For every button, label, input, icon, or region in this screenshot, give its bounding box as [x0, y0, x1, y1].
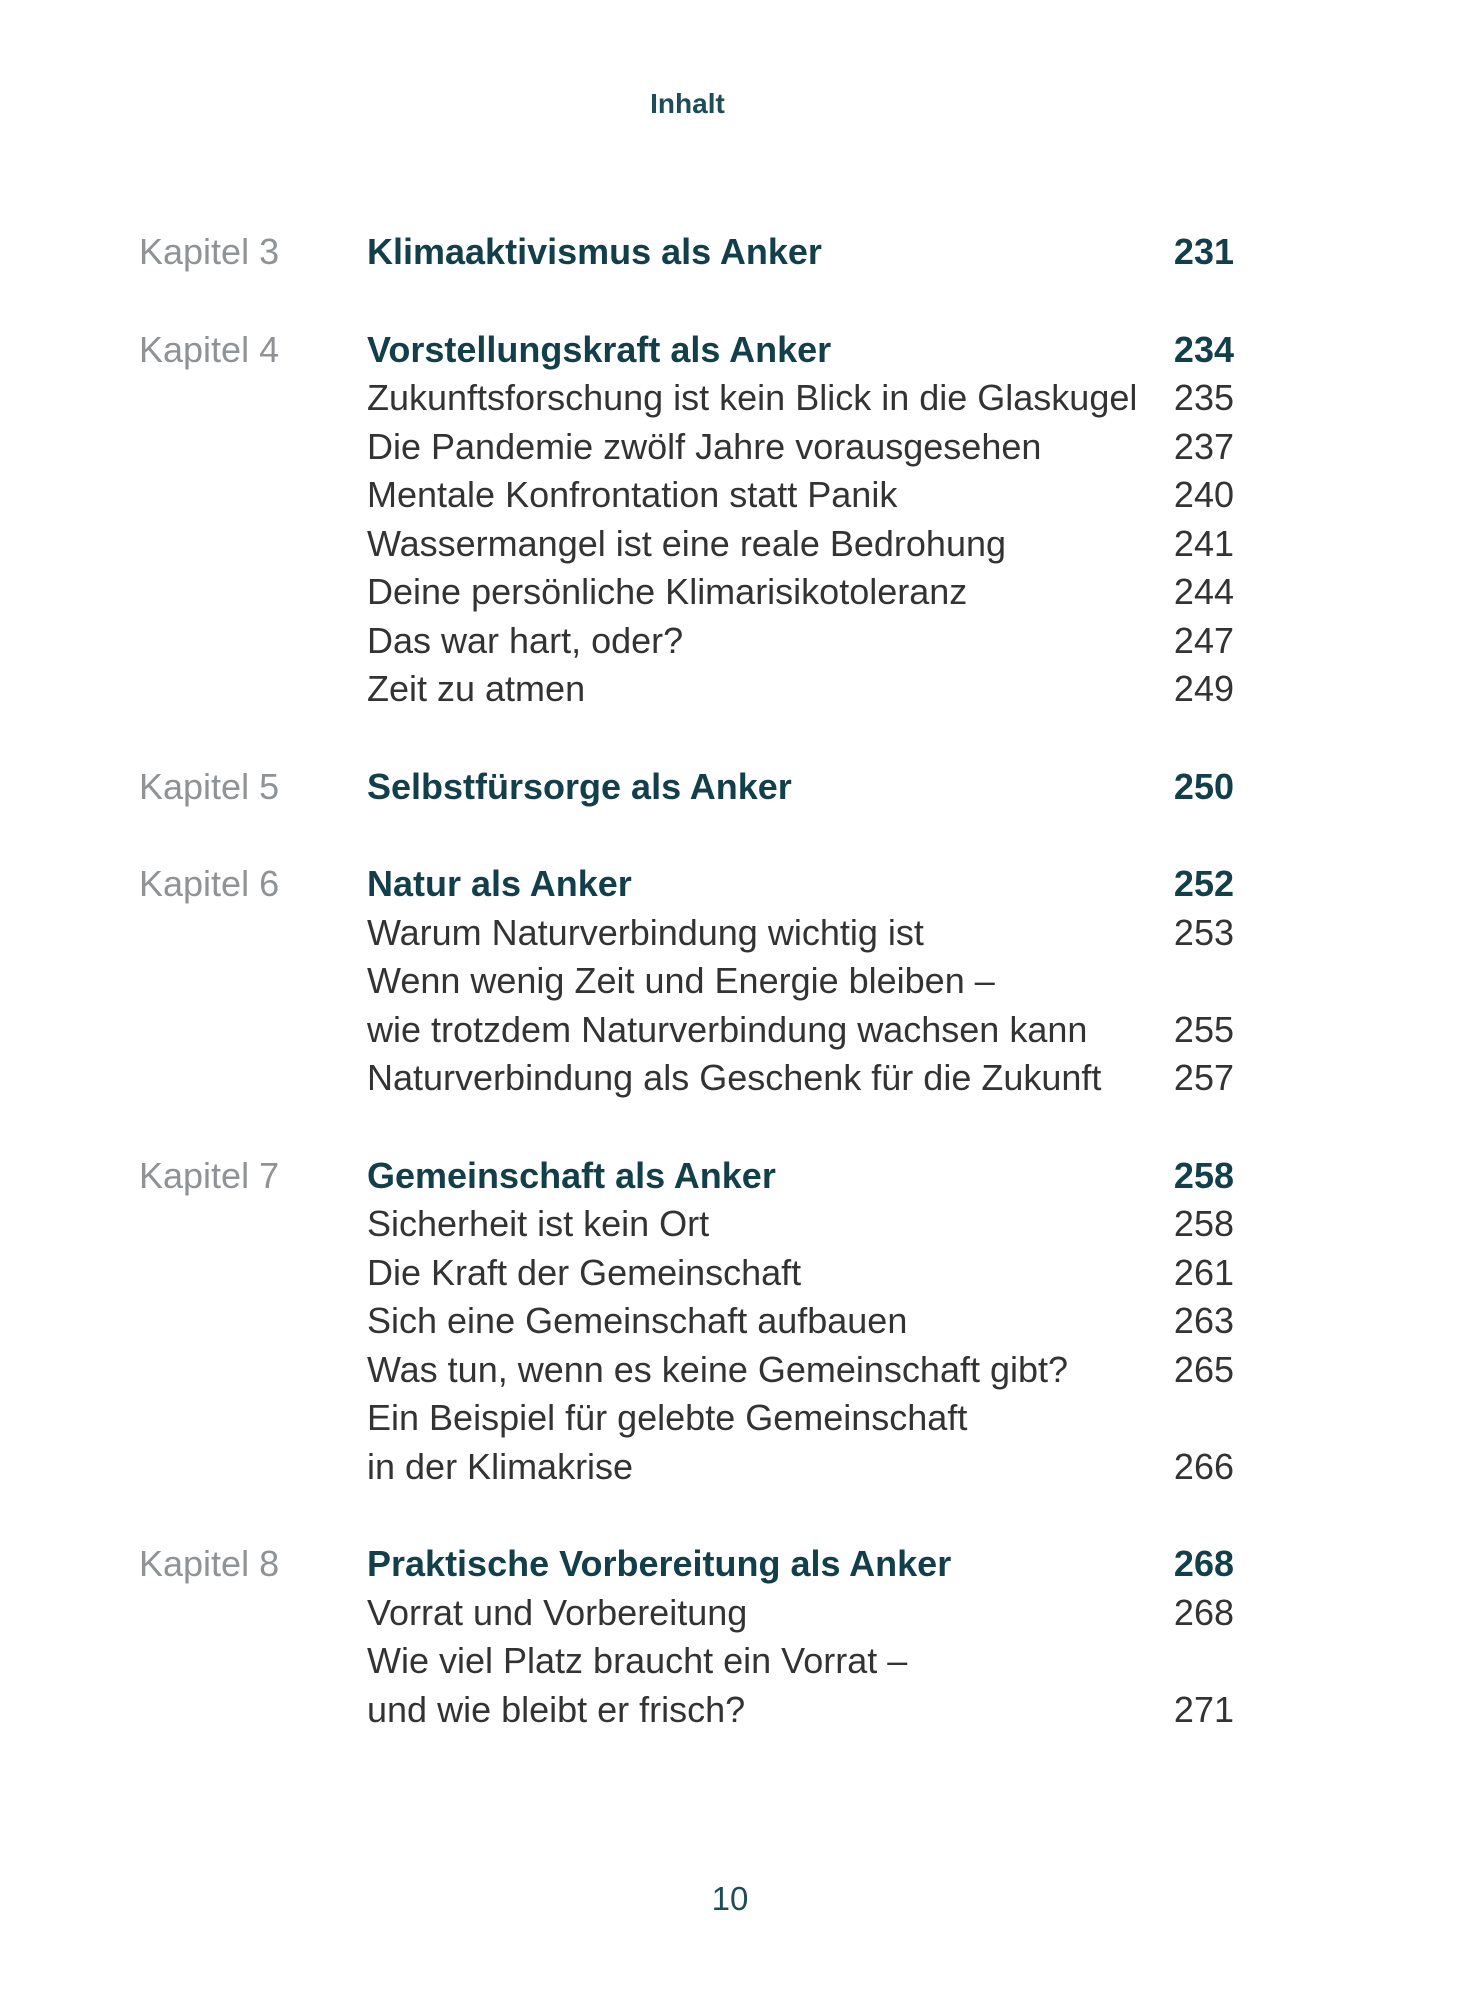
toc-chapter — [0, 1540, 1470, 1734]
section-entry-row — [0, 1054, 1470, 1103]
section-entry-row — [0, 520, 1470, 569]
chapter-page-number: 250 — [1173, 765, 1234, 807]
section-title: Wenn wenig Zeit und Energie bleiben – — [367, 960, 995, 1001]
section-title: Die Pandemie zwölf Jahre vorausgesehen — [367, 425, 1042, 467]
page-header: Inhalt — [650, 88, 725, 119]
chapter-title: Gemeinschaft als Anker — [367, 1154, 776, 1196]
section-title: wie trotzdem Naturverbindung wachsen kann — [367, 1008, 1088, 1050]
section-page-number: 258 — [1173, 1203, 1234, 1244]
chapter-heading-row — [0, 763, 1470, 812]
chapter-heading-row — [0, 228, 1470, 277]
section-title: Warum Naturverbindung wichtig ist — [367, 911, 924, 953]
chapter-heading-row — [0, 1152, 1470, 1201]
section-title: Ein Beispiel für gelebte Gemeinschaft — [367, 1397, 968, 1438]
chapter-heading-row — [0, 1540, 1470, 1589]
section-title: Das war hart, oder? — [367, 619, 684, 661]
page-number: 10 — [711, 1880, 749, 1917]
section-title: Mentale Konfrontation statt Panik — [367, 474, 898, 515]
section-entry-row — [0, 1006, 1470, 1055]
section-title: Deine persönliche Klimarisikotoleranz — [367, 571, 968, 612]
section-entry-row — [0, 665, 1470, 714]
chapter-label: Kapitel 8 — [139, 1543, 280, 1584]
section-page-number: 261 — [1173, 1251, 1234, 1293]
section-title: in der Klimakrise — [367, 1445, 634, 1487]
chapter-page-number: 252 — [1173, 863, 1234, 904]
section-entry-row — [0, 568, 1470, 617]
chapter-page-number: 268 — [1173, 1543, 1234, 1584]
section-entry-row — [0, 1637, 1470, 1686]
section-page-number: 249 — [1173, 668, 1234, 709]
chapter-page-number: 231 — [1173, 231, 1234, 272]
section-title: Die Kraft der Gemeinschaft — [367, 1251, 802, 1293]
chapter-label: Kapitel 4 — [139, 328, 280, 370]
section-page-number: 241 — [1173, 522, 1234, 564]
section-title: und wie bleibt er frisch? — [367, 1688, 746, 1730]
section-entry-row — [0, 1297, 1470, 1346]
chapter-page-number: 258 — [1173, 1154, 1234, 1196]
chapter-title: Natur als Anker — [367, 863, 632, 904]
section-title: Wie viel Platz braucht ein Vorrat – — [367, 1640, 908, 1681]
section-entry-row — [0, 1394, 1470, 1443]
section-entry-row — [0, 374, 1470, 423]
section-entry-row — [0, 1443, 1470, 1492]
section-entry-row — [0, 1686, 1470, 1735]
section-page-number: 257 — [1173, 1057, 1234, 1098]
section-entry-row — [0, 909, 1470, 958]
section-entry-row — [0, 1589, 1470, 1638]
section-title: Zeit zu atmen — [367, 668, 586, 709]
section-page-number: 266 — [1173, 1445, 1234, 1487]
section-entry-row — [0, 1346, 1470, 1395]
chapter-label: Kapitel 6 — [139, 863, 280, 904]
section-title: Naturverbindung als Geschenk für die Zukunft — [367, 1057, 1102, 1098]
section-title: Wassermangel ist eine reale Bedrohung — [367, 522, 1007, 564]
chapter-heading-row — [0, 326, 1470, 375]
section-title: Zukunftsforschung ist kein Blick in die Glaskugel — [367, 377, 1138, 418]
chapter-label: Kapitel 7 — [139, 1154, 280, 1196]
toc-chapter — [0, 763, 1470, 812]
section-page-number: 268 — [1173, 1591, 1234, 1633]
section-page-number: 247 — [1173, 619, 1234, 661]
section-page-number: 240 — [1173, 474, 1234, 515]
section-page-number: 265 — [1173, 1348, 1234, 1390]
toc-chapter — [0, 228, 1470, 277]
chapter-title: Selbstfürsorge als Anker — [367, 765, 792, 807]
section-page-number: 263 — [1173, 1300, 1234, 1341]
section-entry-row — [0, 1200, 1470, 1249]
section-title: Vorrat und Vorbereitung — [367, 1591, 748, 1633]
section-title: Sich eine Gemeinschaft aufbauen — [367, 1300, 908, 1341]
section-page-number: 235 — [1173, 377, 1234, 418]
section-entry-row — [0, 957, 1470, 1006]
section-page-number: 271 — [1173, 1688, 1234, 1730]
section-title: Was tun, wenn es keine Gemeinschaft gibt? — [367, 1348, 1069, 1390]
section-entry-row — [0, 423, 1470, 472]
chapter-title: Klimaaktivismus als Anker — [367, 231, 822, 272]
section-page-number: 244 — [1173, 571, 1234, 612]
chapter-page-number: 234 — [1173, 328, 1234, 370]
table-of-contents — [0, 228, 1470, 1783]
section-title: Sicherheit ist kein Ort — [367, 1203, 710, 1244]
chapter-title: Vorstellungskraft als Anker — [367, 328, 832, 370]
toc-chapter — [0, 326, 1470, 714]
section-entry-row — [0, 471, 1470, 520]
section-page-number: 253 — [1173, 911, 1234, 953]
chapter-heading-row — [0, 860, 1470, 909]
toc-chapter — [0, 1152, 1470, 1492]
section-entry-row — [0, 1249, 1470, 1298]
toc-chapter — [0, 860, 1470, 1103]
section-entry-row — [0, 617, 1470, 666]
section-page-number: 255 — [1173, 1008, 1234, 1050]
chapter-label: Kapitel 3 — [139, 231, 280, 272]
chapter-label: Kapitel 5 — [139, 765, 280, 807]
chapter-title: Praktische Vorbereitung als Anker — [367, 1543, 952, 1584]
section-page-number: 237 — [1173, 425, 1234, 467]
